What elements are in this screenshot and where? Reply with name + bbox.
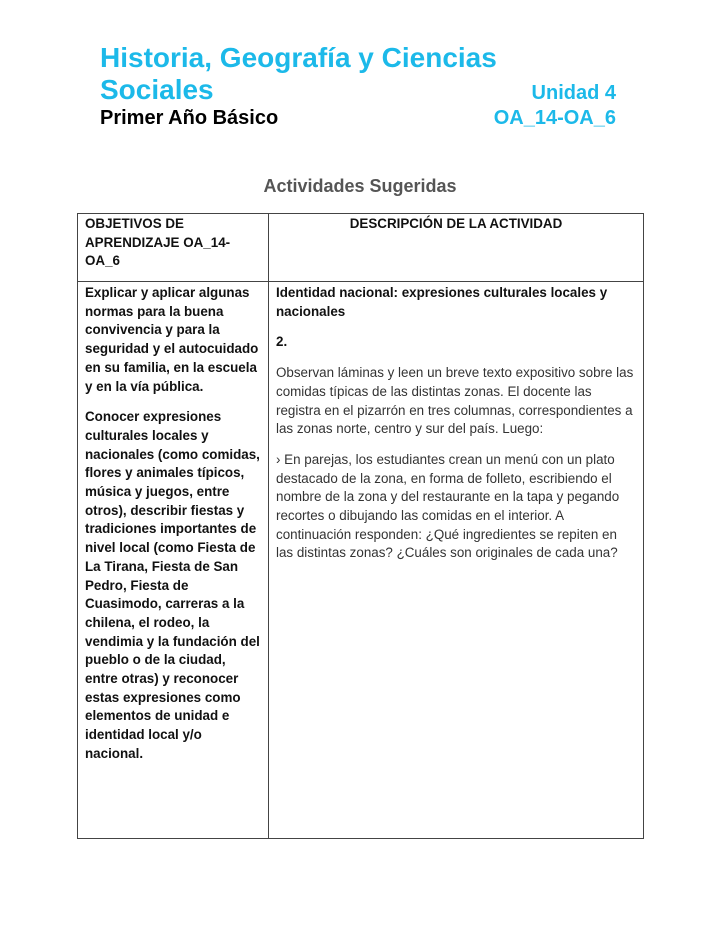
- table-header-row: [78, 214, 644, 282]
- document-title-line2: Sociales: [100, 74, 214, 105]
- unit-label: Unidad 4: [531, 82, 616, 104]
- activity-title: Identidad nacional: expresiones culturales locales y nacionales: [276, 285, 608, 319]
- objectives-cell: [78, 282, 269, 839]
- document-title-line1: Historia, Geografía y Ciencias: [100, 42, 497, 73]
- activity-number: 2.: [276, 334, 288, 350]
- objectives-code: OA_14-OA_6: [493, 107, 616, 129]
- objective-2: Conocer expresiones culturales locales y nacionales (como comidas, flores y animales típicos, música y juegos, entre otros), describir fiestas y tradiciones importantes de nivel local (como Fiesta de La Tirana, Fiesta de San Pedro, Fiesta de Cuasimodo, carreras a la chilena, el rodeo, la vendimia y la fundación del pueblo o de la ciudad, entre otras) y reconocer estas expresiones como elementos de unidad e identidad local y/o nacional.: [85, 409, 260, 761]
- activities-table: [77, 213, 644, 839]
- activity-cell: [269, 282, 644, 839]
- section-heading: Actividades Sugeridas: [263, 176, 457, 196]
- table-row: [78, 282, 644, 839]
- objectives-header: OBJETIVOS DE APRENDIZAJE OA_14-OA_6: [78, 214, 269, 282]
- grade-subtitle: Primer Año Básico: [100, 107, 279, 129]
- activity-paragraph-1: Observan láminas y leen un breve texto expositivo sobre las comidas típicas de las distintas zonas. El docente las registra en el pizarrón en tres columnas, correspondientes a las zonas norte, centro y sur del país. Luego:: [276, 365, 634, 437]
- objective-1: Explicar y aplicar algunas normas para la buena convivencia y para la seguridad y el autocuidado en su familia, en la escuela y en la vía pública.: [85, 285, 259, 394]
- activity-paragraph-2: › En parejas, los estudiantes crean un menú con un plato destacado de la zona, en forma de folleto, escribiendo el nombre de la zona y del restaurante en la tapa y pegando recortes o dibujando las comidas en el interior. A continuación responden: ¿Qué ingredientes se repiten en las distintas zonas? ¿Cuáles son originales de cada una?: [276, 451, 620, 561]
- description-header: DESCRIPCIÓN DE LA ACTIVIDAD: [269, 214, 644, 282]
